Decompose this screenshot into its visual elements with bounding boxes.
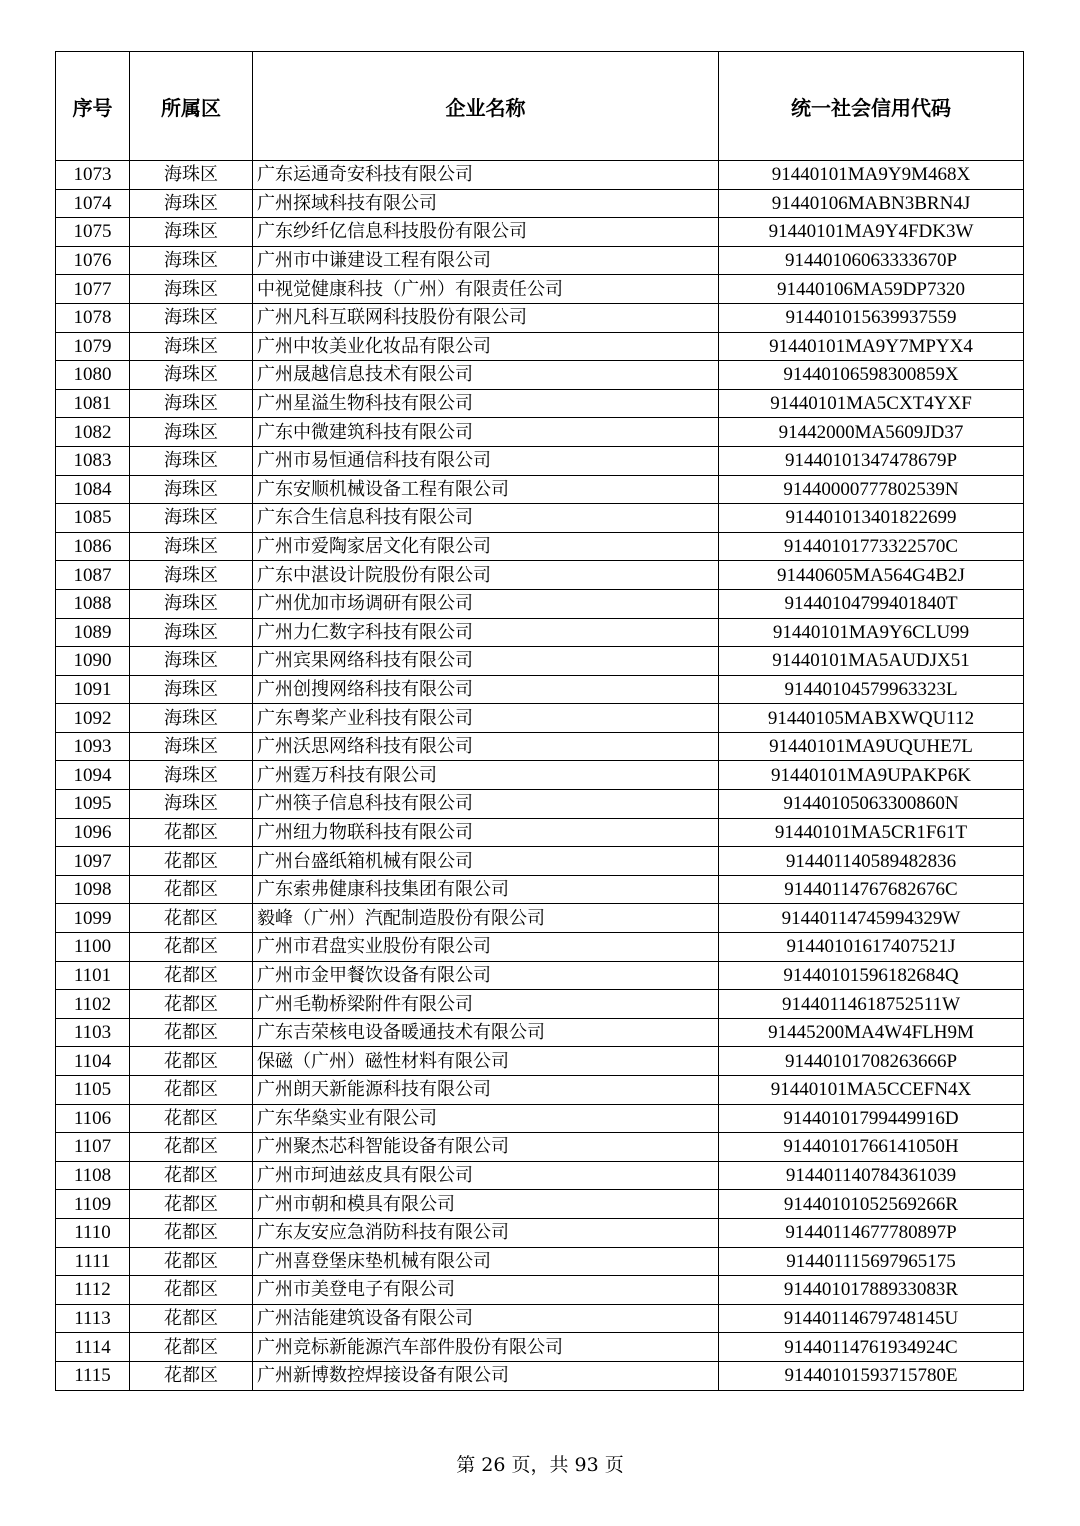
- table-row: [56, 475, 1024, 504]
- serial-number-cell: 1087: [56, 561, 130, 590]
- company-name-cell: 广州市中谦建设工程有限公司: [253, 246, 719, 275]
- table-header-row: [56, 52, 1024, 161]
- table-row: [56, 361, 1024, 390]
- district-cell: 花都区: [130, 961, 253, 990]
- serial-number-cell: 1100: [56, 933, 130, 962]
- district-cell: 海珠区: [130, 246, 253, 275]
- table-row: [56, 1247, 1024, 1276]
- serial-number-cell: 1080: [56, 361, 130, 390]
- district-cell: 花都区: [130, 1190, 253, 1219]
- credit-code-cell: 91440101MA9UQUHE7L: [719, 732, 1024, 761]
- serial-number-cell: 1073: [56, 161, 130, 190]
- district-cell: 海珠区: [130, 532, 253, 561]
- company-name-cell: 中视觉健康科技（广州）有限责任公司: [253, 275, 719, 304]
- company-name-cell: 广州朗天新能源科技有限公司: [253, 1076, 719, 1105]
- table-row: [56, 446, 1024, 475]
- table-row: [56, 532, 1024, 561]
- company-name-cell: 广州市君盘实业股份有限公司: [253, 933, 719, 962]
- table-row: [56, 189, 1024, 218]
- district-cell: 海珠区: [130, 647, 253, 676]
- serial-number-cell: 1103: [56, 1018, 130, 1047]
- district-cell: 花都区: [130, 933, 253, 962]
- district-cell: 海珠区: [130, 446, 253, 475]
- credit-code-cell: 914401140784361039: [719, 1161, 1024, 1190]
- company-name-cell: 广东合生信息科技有限公司: [253, 504, 719, 533]
- company-name-cell: 广东索弗健康科技集团有限公司: [253, 875, 719, 904]
- credit-code-cell: 914401015639937559: [719, 303, 1024, 332]
- serial-number-cell: 1104: [56, 1047, 130, 1076]
- company-name-cell: 广州探域科技有限公司: [253, 189, 719, 218]
- table-row: [56, 1104, 1024, 1133]
- table-body: [56, 161, 1024, 1391]
- serial-number-cell: 1093: [56, 732, 130, 761]
- credit-code-cell: 91440101788933083R: [719, 1276, 1024, 1305]
- district-cell: 花都区: [130, 1361, 253, 1390]
- company-name-cell: 广东安顺机械设备工程有限公司: [253, 475, 719, 504]
- credit-code-cell: 91440104799401840T: [719, 589, 1024, 618]
- table-row: [56, 418, 1024, 447]
- serial-number-cell: 1114: [56, 1333, 130, 1362]
- table-row: [56, 704, 1024, 733]
- credit-code-cell: 91440114761934924C: [719, 1333, 1024, 1362]
- district-cell: 海珠区: [130, 790, 253, 819]
- table-row: [56, 1218, 1024, 1247]
- serial-number-cell: 1110: [56, 1218, 130, 1247]
- serial-number-cell: 1108: [56, 1161, 130, 1190]
- table-row: [56, 1190, 1024, 1219]
- serial-number-cell: 1107: [56, 1133, 130, 1162]
- credit-code-cell: 91440101MA5CR1F61T: [719, 818, 1024, 847]
- district-cell: 花都区: [130, 1104, 253, 1133]
- serial-number-cell: 1076: [56, 246, 130, 275]
- serial-number-cell: 1078: [56, 303, 130, 332]
- serial-number-cell: 1097: [56, 847, 130, 876]
- serial-number-cell: 1095: [56, 790, 130, 819]
- company-name-cell: 广州毛勒桥梁附件有限公司: [253, 990, 719, 1019]
- serial-number-cell: 1084: [56, 475, 130, 504]
- company-name-cell: 广东友安应急消防科技有限公司: [253, 1218, 719, 1247]
- company-name-cell: 广州纽力物联科技有限公司: [253, 818, 719, 847]
- serial-number-cell: 1085: [56, 504, 130, 533]
- district-cell: 花都区: [130, 904, 253, 933]
- table-row: [56, 1161, 1024, 1190]
- district-cell: 花都区: [130, 818, 253, 847]
- company-name-cell: 广东吉荣核电设备暖通技术有限公司: [253, 1018, 719, 1047]
- table-row: [56, 1076, 1024, 1105]
- company-name-cell: 广州晟越信息技术有限公司: [253, 361, 719, 390]
- table-row: [56, 647, 1024, 676]
- credit-code-cell: 914401013401822699: [719, 504, 1024, 533]
- table-row: [56, 790, 1024, 819]
- serial-number-cell: 1112: [56, 1276, 130, 1305]
- serial-number-cell: 1109: [56, 1190, 130, 1219]
- district-cell: 花都区: [130, 990, 253, 1019]
- district-cell: 海珠区: [130, 189, 253, 218]
- district-cell: 海珠区: [130, 332, 253, 361]
- credit-code-cell: 91440101347478679P: [719, 446, 1024, 475]
- serial-number-cell: 1092: [56, 704, 130, 733]
- district-cell: 花都区: [130, 1047, 253, 1076]
- serial-number-cell: 1089: [56, 618, 130, 647]
- company-name-cell: 广州力仁数字科技有限公司: [253, 618, 719, 647]
- credit-code-cell: 91440114679748145U: [719, 1304, 1024, 1333]
- district-cell: 海珠区: [130, 504, 253, 533]
- company-name-cell: 广州市珂迪兹皮具有限公司: [253, 1161, 719, 1190]
- credit-code-cell: 91440101773322570C: [719, 532, 1024, 561]
- credit-code-cell: 91440101MA5CCEFN4X: [719, 1076, 1024, 1105]
- table-row: [56, 1276, 1024, 1305]
- credit-code-cell: 914401115697965175: [719, 1247, 1024, 1276]
- district-cell: 海珠区: [130, 389, 253, 418]
- serial-number-cell: 1077: [56, 275, 130, 304]
- company-name-cell: 保磁（广州）磁性材料有限公司: [253, 1047, 719, 1076]
- credit-code-cell: 91442000MA5609JD37: [719, 418, 1024, 447]
- company-name-cell: 广州新博数控焊接设备有限公司: [253, 1361, 719, 1390]
- serial-number-cell: 1086: [56, 532, 130, 561]
- company-name-cell: 广州中妆美业化妆品有限公司: [253, 332, 719, 361]
- company-name-cell: 广州喜登堡床垫机械有限公司: [253, 1247, 719, 1276]
- credit-code-cell: 91440106598300859X: [719, 361, 1024, 390]
- table-row: [56, 847, 1024, 876]
- company-name-cell: 广东中微建筑科技有限公司: [253, 418, 719, 447]
- credit-code-cell: 91440114618752511W: [719, 990, 1024, 1019]
- table-row: [56, 961, 1024, 990]
- table-row: [56, 561, 1024, 590]
- serial-number-cell: 1090: [56, 647, 130, 676]
- credit-code-cell: 91440000777802539N: [719, 475, 1024, 504]
- table-row: [56, 761, 1024, 790]
- company-name-cell: 广州沃思网络科技有限公司: [253, 732, 719, 761]
- district-cell: 海珠区: [130, 361, 253, 390]
- table-row: [56, 990, 1024, 1019]
- district-cell: 海珠区: [130, 761, 253, 790]
- company-name-cell: 广州宾果网络科技有限公司: [253, 647, 719, 676]
- table-row: [56, 389, 1024, 418]
- district-cell: 花都区: [130, 847, 253, 876]
- serial-number-cell: 1074: [56, 189, 130, 218]
- district-cell: 花都区: [130, 1018, 253, 1047]
- credit-code-cell: 91440114767682676C: [719, 875, 1024, 904]
- serial-number-cell: 1096: [56, 818, 130, 847]
- company-name-cell: 广州市朝和模具有限公司: [253, 1190, 719, 1219]
- table-row: [56, 732, 1024, 761]
- page-number-footer: 第 26 页，共 93 页: [456, 1454, 624, 1476]
- serial-number-cell: 1101: [56, 961, 130, 990]
- credit-code-cell: 91440106MA59DP7320: [719, 275, 1024, 304]
- credit-code-cell: 91440101MA5AUDJX51: [719, 647, 1024, 676]
- district-cell: 海珠区: [130, 618, 253, 647]
- company-name-cell: 广州霆万科技有限公司: [253, 761, 719, 790]
- serial-number-cell: 1083: [56, 446, 130, 475]
- table-row: [56, 1047, 1024, 1076]
- serial-number-cell: 1082: [56, 418, 130, 447]
- table-row: [56, 618, 1024, 647]
- table-row: [56, 904, 1024, 933]
- credit-code-cell: 91445200MA4W4FLH9M: [719, 1018, 1024, 1047]
- credit-code-cell: 91440101MA9UPAKP6K: [719, 761, 1024, 790]
- company-name-cell: 广州市易恒通信科技有限公司: [253, 446, 719, 475]
- credit-code-cell: 91440101593715780E: [719, 1361, 1024, 1390]
- company-list-table-container: [55, 51, 1023, 1391]
- header-serial-number: 序号: [56, 52, 130, 161]
- company-name-cell: 广州凡科互联网科技股份有限公司: [253, 303, 719, 332]
- table-row: [56, 1333, 1024, 1362]
- serial-number-cell: 1099: [56, 904, 130, 933]
- serial-number-cell: 1088: [56, 589, 130, 618]
- district-cell: 花都区: [130, 1247, 253, 1276]
- serial-number-cell: 1105: [56, 1076, 130, 1105]
- credit-code-cell: 91440101MA9Y4FDK3W: [719, 218, 1024, 247]
- district-cell: 海珠区: [130, 275, 253, 304]
- serial-number-cell: 1091: [56, 675, 130, 704]
- credit-code-cell: 91440101MA9Y6CLU99: [719, 618, 1024, 647]
- serial-number-cell: 1098: [56, 875, 130, 904]
- company-name-cell: 广东华燊实业有限公司: [253, 1104, 719, 1133]
- district-cell: 海珠区: [130, 418, 253, 447]
- credit-code-cell: 91440114745994329W: [719, 904, 1024, 933]
- company-name-cell: 广东中湛设计院股份有限公司: [253, 561, 719, 590]
- district-cell: 海珠区: [130, 161, 253, 190]
- district-cell: 海珠区: [130, 561, 253, 590]
- company-name-cell: 毅峰（广州）汽配制造股份有限公司: [253, 904, 719, 933]
- credit-code-cell: 91440101MA5CXT4YXF: [719, 389, 1024, 418]
- company-name-cell: 广州市美登电子有限公司: [253, 1276, 719, 1305]
- company-name-cell: 广州台盛纸箱机械有限公司: [253, 847, 719, 876]
- table-row: [56, 675, 1024, 704]
- company-name-cell: 广东纱纤亿信息科技股份有限公司: [253, 218, 719, 247]
- company-name-cell: 广州创搜网络科技有限公司: [253, 675, 719, 704]
- credit-code-cell: 91440104579963323L: [719, 675, 1024, 704]
- table-row: [56, 818, 1024, 847]
- district-cell: 海珠区: [130, 475, 253, 504]
- table-row: [56, 275, 1024, 304]
- serial-number-cell: 1115: [56, 1361, 130, 1390]
- serial-number-cell: 1094: [56, 761, 130, 790]
- credit-code-cell: 914401140589482836: [719, 847, 1024, 876]
- credit-code-cell: 91440105063300860N: [719, 790, 1024, 819]
- district-cell: 花都区: [130, 875, 253, 904]
- serial-number-cell: 1081: [56, 389, 130, 418]
- credit-code-cell: 91440101766141050H: [719, 1133, 1024, 1162]
- district-cell: 海珠区: [130, 732, 253, 761]
- company-name-cell: 广州优加市场调研有限公司: [253, 589, 719, 618]
- table-row: [56, 1018, 1024, 1047]
- company-name-cell: 广东粤桨产业科技有限公司: [253, 704, 719, 733]
- district-cell: 花都区: [130, 1304, 253, 1333]
- company-name-cell: 广州洁能建筑设备有限公司: [253, 1304, 719, 1333]
- company-name-cell: 广州聚杰芯科智能设备有限公司: [253, 1133, 719, 1162]
- table-row: [56, 1304, 1024, 1333]
- company-name-cell: 广州市爱陶家居文化有限公司: [253, 532, 719, 561]
- header-district: 所属区: [130, 52, 253, 161]
- district-cell: 海珠区: [130, 675, 253, 704]
- district-cell: 海珠区: [130, 218, 253, 247]
- district-cell: 花都区: [130, 1276, 253, 1305]
- credit-code-cell: 91440101596182684Q: [719, 961, 1024, 990]
- table-row: [56, 246, 1024, 275]
- credit-code-cell: 91440101MA9Y7MPYX4: [719, 332, 1024, 361]
- company-name-cell: 广州市金甲餐饮设备有限公司: [253, 961, 719, 990]
- credit-code-cell: 91440101708263666P: [719, 1047, 1024, 1076]
- header-credit-code: 统一社会信用代码: [719, 52, 1024, 161]
- credit-code-cell: 91440105MABXWQU112: [719, 704, 1024, 733]
- district-cell: 花都区: [130, 1161, 253, 1190]
- company-name-cell: 广东运通奇安科技有限公司: [253, 161, 719, 190]
- company-list-table: [55, 51, 1024, 1391]
- serial-number-cell: 1106: [56, 1104, 130, 1133]
- table-row: [56, 504, 1024, 533]
- table-row: [56, 303, 1024, 332]
- header-company-name: 企业名称: [253, 52, 719, 161]
- table-row: [56, 875, 1024, 904]
- credit-code-cell: 91440106063333670P: [719, 246, 1024, 275]
- district-cell: 花都区: [130, 1133, 253, 1162]
- company-name-cell: 广州星溢生物科技有限公司: [253, 389, 719, 418]
- district-cell: 海珠区: [130, 589, 253, 618]
- table-row: [56, 161, 1024, 190]
- district-cell: 海珠区: [130, 303, 253, 332]
- credit-code-cell: 91440114677780897P: [719, 1218, 1024, 1247]
- credit-code-cell: 91440605MA564G4B2J: [719, 561, 1024, 590]
- table-row: [56, 1133, 1024, 1162]
- table-row: [56, 933, 1024, 962]
- company-name-cell: 广州筷子信息科技有限公司: [253, 790, 719, 819]
- table-row: [56, 218, 1024, 247]
- serial-number-cell: 1075: [56, 218, 130, 247]
- credit-code-cell: 91440101799449916D: [719, 1104, 1024, 1133]
- serial-number-cell: 1111: [56, 1247, 130, 1276]
- credit-code-cell: 91440101MA9Y9M468X: [719, 161, 1024, 190]
- credit-code-cell: 91440101617407521J: [719, 933, 1024, 962]
- table-row: [56, 332, 1024, 361]
- company-name-cell: 广州竞标新能源汽车部件股份有限公司: [253, 1333, 719, 1362]
- district-cell: 花都区: [130, 1076, 253, 1105]
- district-cell: 花都区: [130, 1218, 253, 1247]
- district-cell: 海珠区: [130, 704, 253, 733]
- serial-number-cell: 1102: [56, 990, 130, 1019]
- table-row: [56, 589, 1024, 618]
- credit-code-cell: 91440101052569266R: [719, 1190, 1024, 1219]
- district-cell: 花都区: [130, 1333, 253, 1362]
- serial-number-cell: 1113: [56, 1304, 130, 1333]
- table-row: [56, 1361, 1024, 1390]
- serial-number-cell: 1079: [56, 332, 130, 361]
- credit-code-cell: 91440106MABN3BRN4J: [719, 189, 1024, 218]
